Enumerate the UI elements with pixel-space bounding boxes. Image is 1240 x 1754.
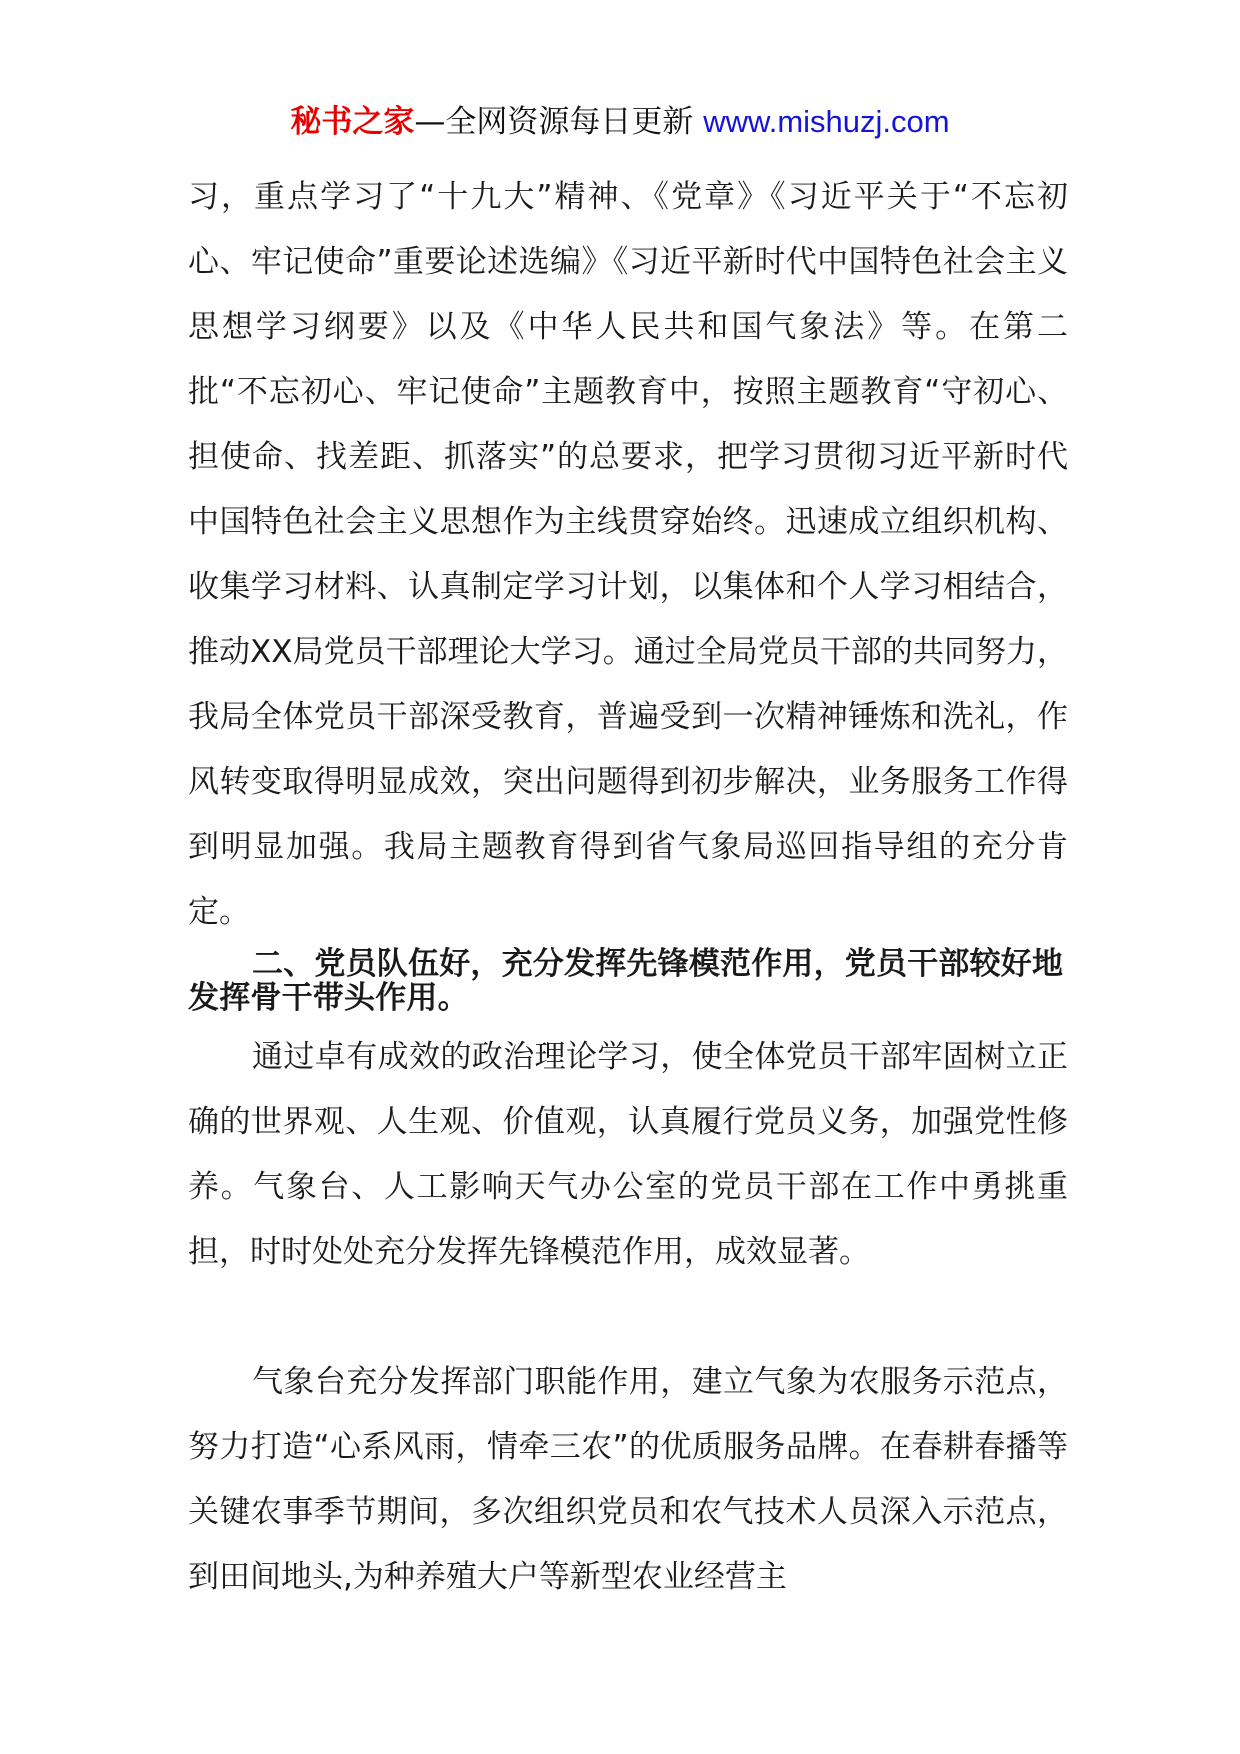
- document-body: [188, 165, 1068, 1610]
- section-heading-2: 二、党员队伍好，充分发挥先锋模范作用，党员干部较好地发挥骨干带头作用。: [188, 946, 1064, 1016]
- site-url[interactable]: www.mishuzj.com: [703, 104, 950, 139]
- paragraph-meteorological-service: 气象台充分发挥部门职能作用，建立气象为农服务示范点，努力打造“心系风雨，情牵三农”的优质服务品牌。在春耕春播等关键农事季节期间，多次组织党员和农气技术人员深入示范点，到田间地头,为种养殖大户等新型农业经营主: [188, 1364, 1068, 1595]
- site-slogan: —全网资源每日更新: [414, 104, 704, 140]
- paragraph-gap: [188, 1285, 1068, 1350]
- paragraph-study: 习，重点学习了“十九大”精神、《党章》《习近平关于“不忘初心、牢记使命”重要论述选编》《习近平新时代中国特色社会主义思想学习纲要》以及《中华人民共和国气象法》等。在第二批“不忘初心、牢记使命”主题教育中，按照主题教育“守初心、担使命、找差距、抓落实”的总要求，把学习贯彻习近平新时代中国特色社会主义思想作为主线贯穿始终。迅速成立组织机构、收集学习材料、认真制定学习计划，以集体和个人学习相结合，推动XX局党员干部理论大学习。通过全局党员干部的共同努力，我局全体党员干部深受教育，普遍受到一次精神锤炼和洗礼，作风转变取得明显成效，突出问题得到初步解决，业务服务工作得到明显加强。我局主题教育得到省气象局巡回指导组的充分肯定。: [188, 179, 1068, 930]
- site-brand: 秘书之家: [290, 104, 415, 140]
- site-header: [0, 102, 1240, 142]
- paragraph-pioneer: 通过卓有成效的政治理论学习，使全体党员干部牢固树立正确的世界观、人生观、价值观，认真履行党员义务，加强党性修养。气象台、人工影响天气办公室的党员干部在工作中勇挑重担，时时处处充分发挥先锋模范作用，成效显著。: [188, 1039, 1068, 1270]
